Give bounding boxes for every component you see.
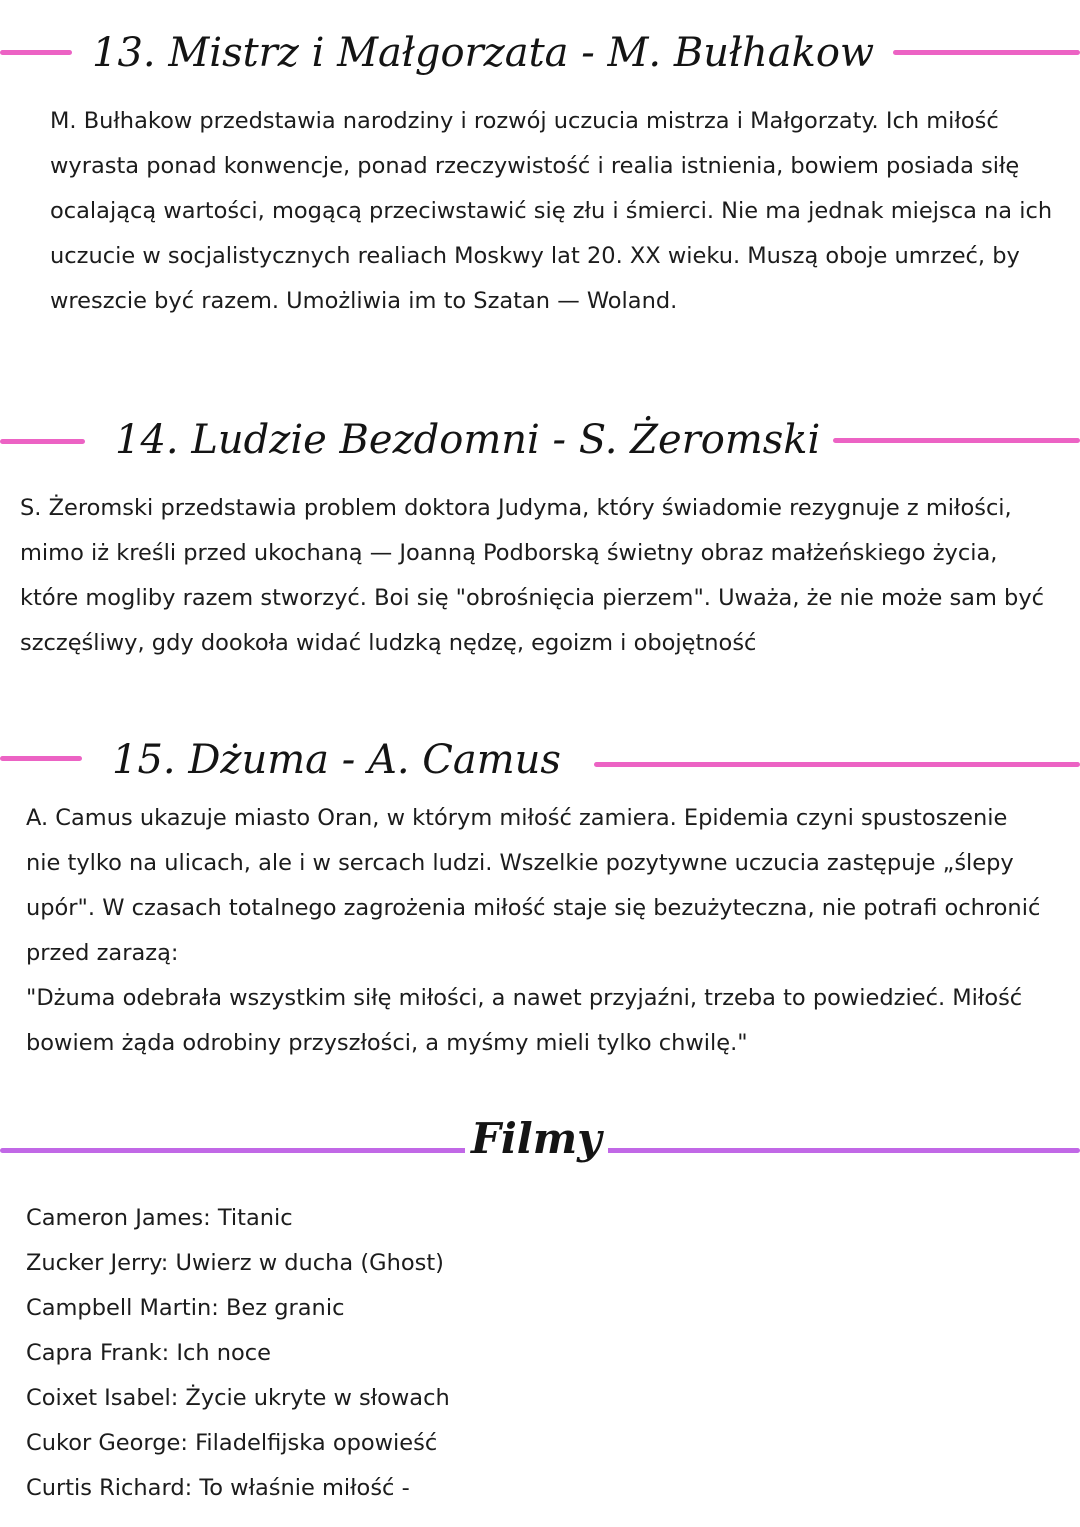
films-title: Filmy: [465, 1118, 608, 1160]
section-15-heading: 15. Dżuma - A. Camus: [112, 737, 561, 783]
film-item: Coixet Isabel: Życie ukryte w słowach: [26, 1385, 450, 1411]
section-13-text: [50, 99, 1060, 324]
paragraph: S. Żeromski przedstawia problem doktora Judyma, który świadomie rezygnuje z miłości, mimo iż kreśli przed ukochaną — Joanną Podborską świetny obraz małżeńskiego życia, które mogliby razem stworzyć. Boi się "obrośnięcia pierzem". Uważa, że nie może sam być szczęśliwy, gdy dookoła widać ludzką nędzę, egoizm i obojętność: [20, 495, 1045, 656]
film-item: Capra Frank: Ich noce: [26, 1340, 271, 1366]
heading-rule-left: [0, 439, 85, 444]
film-item: Zucker Jerry: Uwierz w ducha (Ghost): [26, 1250, 444, 1276]
film-item: Cukor George: Filadelfijska opowieść: [26, 1430, 438, 1456]
quote-paragraph: "Dżuma odebrała wszystkim siłę miłości, a nawet przyjaźni, trzeba to powiedzieć. Miłość bowiem żąda odrobiny przyszłości, a myśmy mieli tylko chwilę.": [26, 985, 1023, 1056]
heading-rule-right: [594, 762, 1080, 767]
heading-rule-right: [893, 50, 1080, 55]
film-item: Campbell Martin: Bez granic: [26, 1295, 345, 1321]
film-item: Curtis Richard: To właśnie miłość -: [26, 1475, 410, 1501]
section-14-heading: 14. Ludzie Bezdomni - S. Żeromski: [115, 417, 821, 463]
heading-rule-left: [0, 756, 82, 761]
section-14-text: [20, 486, 1060, 666]
heading-rule-right: [833, 438, 1080, 443]
paragraph: M. Bułhakow przedstawia narodziny i rozwój uczucia mistrza i Małgorzaty. Ich miłość wyrasta ponad konwencje, ponad rzeczywistość i realia istnienia, bowiem posiada siłę ocalającą wartości, mogącą przeciwstawić się złu i śmierci. Nie ma jednak miejsca na ich uczucie w socjalistycznych realiach Moskwy lat 20. XX wieku. Muszą oboje umrzeć, by wreszcie być razem. Umożliwia im to Szatan — Woland.: [50, 108, 1053, 314]
films-list: [26, 1196, 450, 1511]
paragraph: A. Camus ukazuje miasto Oran, w którym miłość zamiera. Epidemia czyni spustoszenie nie tylko na ulicach, ale i w sercach ludzi. Wszelkie pozytywne uczucia zastępuje „ślepy upór". W czasach totalnego zagrożenia miłość staje się bezużyteczna, nie potrafi ochronić przed zarazą:: [26, 805, 1041, 966]
film-item: Cameron James: Titanic: [26, 1205, 293, 1231]
section-15-text: [26, 796, 1046, 1066]
heading-rule-left: [0, 50, 72, 55]
section-13-heading: 13. Mistrz i Małgorzata - M. Bułhakow: [92, 30, 875, 76]
